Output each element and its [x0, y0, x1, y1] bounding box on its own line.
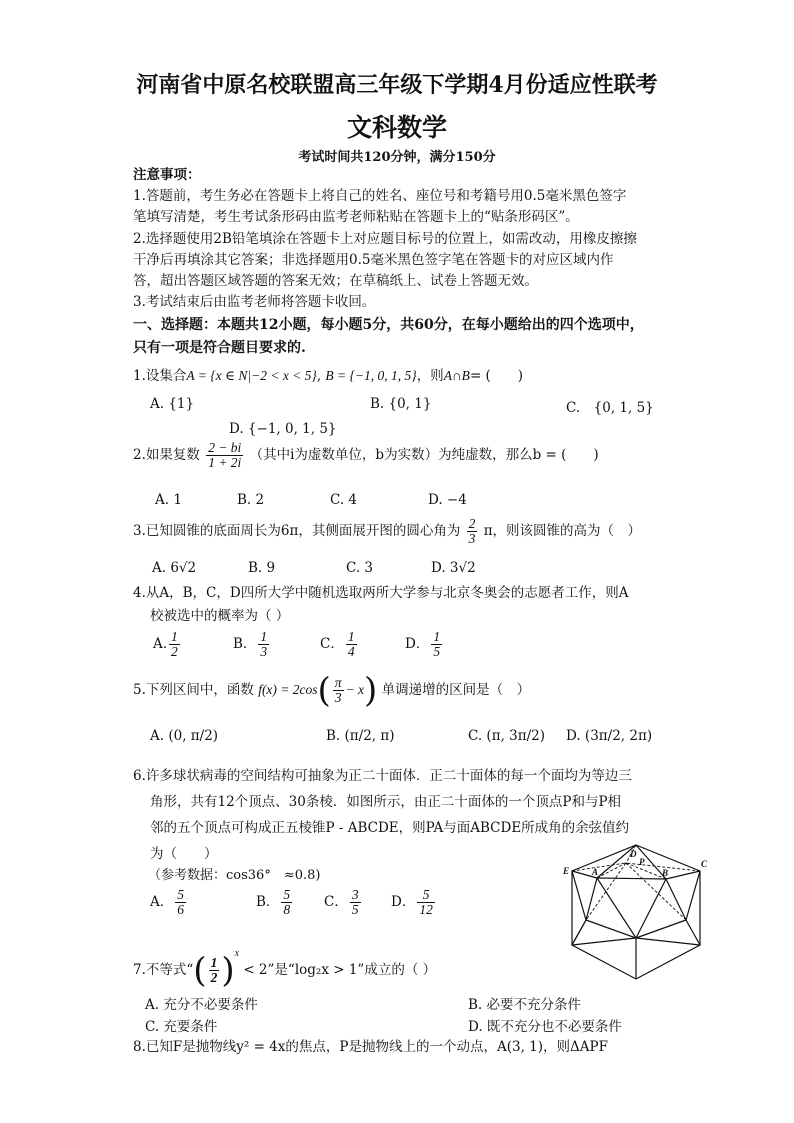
q6-option-label: B． — [256, 894, 280, 911]
q4-numerator: 1 — [433, 629, 441, 644]
notes-line: 2.选择题使用2B铅笔填涂在答题卡上对应题目标号的位置上，如需改动，用橡皮擦擦 — [133, 231, 637, 247]
q6-fraction — [350, 888, 361, 917]
q4-denominator: 3 — [260, 644, 268, 660]
q2-fraction — [206, 441, 243, 470]
q1-text: = ( ) — [469, 368, 524, 384]
section-heading: 一、选择题：本题共12小题，每小题5分，共60分，在每小题给出的四个选项中， — [133, 317, 644, 333]
notes-line: 1.答题前，考生务必在答题卡上将自己的姓名、座位号和考籍号用0.5毫米黑色签字 — [133, 188, 627, 204]
q2-text: 2.如果复数 — [133, 447, 200, 464]
q1-option-a[interactable]: A. {1} — [150, 396, 195, 412]
q6-fraction — [281, 888, 292, 917]
q6-denominator: 8 — [283, 902, 291, 918]
exam-subject: 文科数学 — [346, 113, 447, 142]
q4-fraction — [346, 630, 357, 659]
q1-expr: A∩B — [443, 368, 470, 383]
q6-option-b[interactable] — [256, 888, 294, 917]
q3-fraction — [467, 517, 478, 546]
q6-option-c[interactable] — [324, 888, 363, 917]
figure-label-d: D — [630, 849, 637, 859]
q4-fraction — [169, 630, 180, 659]
q2-numerator: 2 − bi — [208, 440, 242, 455]
q4-option-label: A. — [153, 636, 168, 653]
q3-option-a[interactable]: A. 6√2 — [152, 560, 197, 576]
q2-text: （其中i为虚数单位，b为实数）为纯虚数，那么b = ( ) — [249, 447, 599, 464]
q4-option-label: C． — [320, 636, 344, 653]
q5-text: 单调递增的区间是（ ） — [381, 682, 531, 699]
q7-option-c[interactable]: C. 充要条件 — [145, 1019, 218, 1035]
figure-label-b: B — [662, 868, 669, 878]
q5-option-b[interactable]: B. (π/2, π) — [326, 728, 395, 744]
q3-option-c[interactable]: C. 3 — [346, 560, 374, 576]
q3-option-b[interactable]: B. 9 — [248, 560, 276, 576]
question-4-stem: 校被选中的概率为（ ） — [150, 608, 290, 624]
q5-option-c[interactable]: C. (π, 3π/2) — [468, 728, 546, 744]
q4-option-d[interactable] — [405, 630, 444, 659]
q6-denominator: 6 — [177, 902, 184, 918]
exam-info: 考试时间共120分钟，满分150分 — [298, 150, 496, 165]
figure-label-c: C — [701, 859, 708, 869]
q5-fraction — [333, 676, 344, 705]
q7-text: 7.不等式“ — [133, 962, 194, 978]
q1-option-d[interactable]: D. {−1, 0, 1, 5} — [229, 421, 337, 437]
question-2-stem — [133, 441, 599, 470]
question-8-stem: 8.已知F是抛物线y² = 4x的焦点，P是抛物线上的一个动点，A(3, 1)，则ΔAPF — [133, 1039, 608, 1055]
q7-option-b[interactable]: B. 必要不充分条件 — [468, 997, 582, 1013]
q7-denominator: 2 — [210, 970, 218, 985]
q2-option-d[interactable]: D. −4 — [428, 492, 467, 508]
q3-numerator: 2 — [468, 516, 476, 531]
q7-text: < 2”是“log₂x > 1”成立的（ ） — [243, 962, 437, 978]
q1-option-b[interactable]: B. {0, 1} — [370, 396, 432, 412]
q5-func: f(x) = 2cos — [258, 682, 318, 698]
q6-option-label: A． — [150, 894, 174, 911]
q2-denominator: 1 + 2i — [208, 455, 242, 471]
q5-denominator: 3 — [334, 690, 342, 706]
q5-option-a[interactable]: A. (0, π/2) — [150, 728, 219, 744]
q6-option-label: D． — [391, 894, 416, 911]
q3-option-d[interactable]: D. 3√2 — [431, 560, 476, 576]
q7-option-a[interactable]: A. 充分不必要条件 — [145, 997, 258, 1013]
q5-func-tail: − x — [345, 682, 365, 698]
q6-denominator: 5 — [351, 902, 359, 918]
q7-option-d[interactable]: D. 既不充分也不必要条件 — [468, 1019, 622, 1035]
q3-text: 3.已知圆锥的底面周长为6π，其侧面展开图的圆心角为 — [133, 523, 461, 540]
q6-numerator: 3 — [351, 887, 359, 902]
q4-denominator: 2 — [171, 644, 178, 660]
figure-label-p: P — [639, 857, 645, 867]
q1-set-a: A = {x ∈ N|−2 < x < 5} — [186, 368, 317, 383]
q1-option-c[interactable]: C. {0, 1, 5} — [566, 400, 654, 416]
q6-fraction — [417, 888, 435, 917]
q1-text: ，则 — [416, 368, 444, 384]
q3-denominator: 3 — [468, 531, 476, 547]
icosahedron-figure — [562, 842, 710, 982]
q4-numerator: 1 — [260, 629, 268, 644]
q4-fraction — [258, 630, 269, 659]
q4-option-a[interactable] — [153, 630, 182, 659]
q6-option-a[interactable] — [150, 888, 188, 917]
q7-numerator: 1 — [210, 954, 218, 970]
q4-option-label: D． — [405, 636, 430, 653]
notes-heading: 注意事项： — [133, 167, 201, 183]
q1-set-b: B = {−1, 0, 1, 5} — [325, 368, 417, 383]
q4-option-b[interactable] — [233, 630, 271, 659]
q4-denominator: 4 — [347, 644, 355, 660]
question-6-stem: 6.许多球状病毒的空间结构可抽象为正二十面体．正二十面体的每一个面均为等边三 — [133, 768, 632, 784]
q5-text: 5.下列区间中，函数 — [133, 682, 254, 699]
question-7-stem: 7.不等式“( $\frac{1}{2}$ )$^x$ < 2”是“log₂x > 1”成立的（ ） — [133, 948, 437, 991]
notes-line: 3.考试结束后由监考老师将答题卡收回。 — [133, 294, 376, 310]
question-1-stem: 1.设集合A = {x ∈ N|−2 < x < 5}, B = {−1, 0, 1, 5}，则A∩B= ( ) — [133, 368, 524, 384]
figure-label-a: A — [592, 867, 599, 877]
exam-title: 河南省中原名校联盟高三年级下学期4月份适应性联考 — [136, 72, 658, 98]
q5-numerator: π — [334, 675, 342, 690]
q6-option-d[interactable] — [391, 888, 437, 917]
q2-option-b[interactable]: B. 2 — [237, 492, 265, 508]
q7-fraction — [209, 956, 220, 985]
q4-fraction — [431, 630, 442, 659]
q4-numerator: 1 — [171, 629, 178, 644]
question-4-stem: 4.从A，B，C，D四所大学中随机选取两所大学参与北京冬奥会的志愿者工作，则A — [133, 585, 629, 601]
q7-exponent: x — [234, 948, 240, 959]
q6-fraction — [175, 888, 186, 917]
notes-line: 笔填写清楚，考生考试条形码由监考老师粘贴在答题卡上的“贴条形码区”。 — [133, 209, 579, 225]
q4-numerator: 1 — [347, 629, 355, 644]
notes-line: 干净后再填涂其它答案；非选择题用0.5毫米黑色签字笔在答题卡的对应区域内作 — [133, 252, 614, 268]
question-5-stem: 5.下列区间中，函数 f(x) = 2cos( $\frac{\pi}{3}$ − x) 单调递增的区间是（ ） — [133, 670, 531, 711]
q3-text: π，则该圆锥的高为（ ） — [483, 523, 642, 540]
question-6-stem: 邻的五个顶点可构成正五棱锥P - ABCDE，则PA与面ABCDE所成角的余弦值约 — [150, 820, 630, 836]
q6-numerator: 5 — [177, 887, 184, 902]
question-6-stem: 为（ ） — [150, 846, 218, 862]
q6-denominator: 12 — [419, 902, 433, 918]
q4-option-label: B． — [233, 636, 257, 653]
section-heading: 只有一项是符合题目要求的. — [133, 340, 306, 356]
notes-line: 答，超出答题区域答题的答案无效；在草稿纸上、试卷上答题无效。 — [133, 273, 538, 289]
q6-reference: （参考数据：cos36° ≈0.8) — [148, 868, 321, 883]
q6-option-label: C． — [324, 894, 348, 911]
q4-denominator: 5 — [433, 644, 441, 660]
q2-option-c[interactable]: C. 4 — [330, 492, 358, 508]
q2-option-a[interactable]: A. 1 — [155, 492, 182, 508]
figure-label-e: E — [563, 866, 570, 876]
q6-numerator: 5 — [417, 888, 435, 903]
q1-text: 1.设集合 — [133, 368, 187, 384]
q6-numerator: 5 — [283, 887, 291, 902]
q5-option-d[interactable]: D. (3π/2, 2π) — [566, 728, 653, 744]
q4-option-c[interactable] — [320, 630, 359, 659]
question-3-stem — [133, 517, 641, 546]
question-6-stem: 角形，共有12个顶点、30条棱．如图所示，由正二十面体的一个顶点P和与P相 — [150, 794, 622, 810]
